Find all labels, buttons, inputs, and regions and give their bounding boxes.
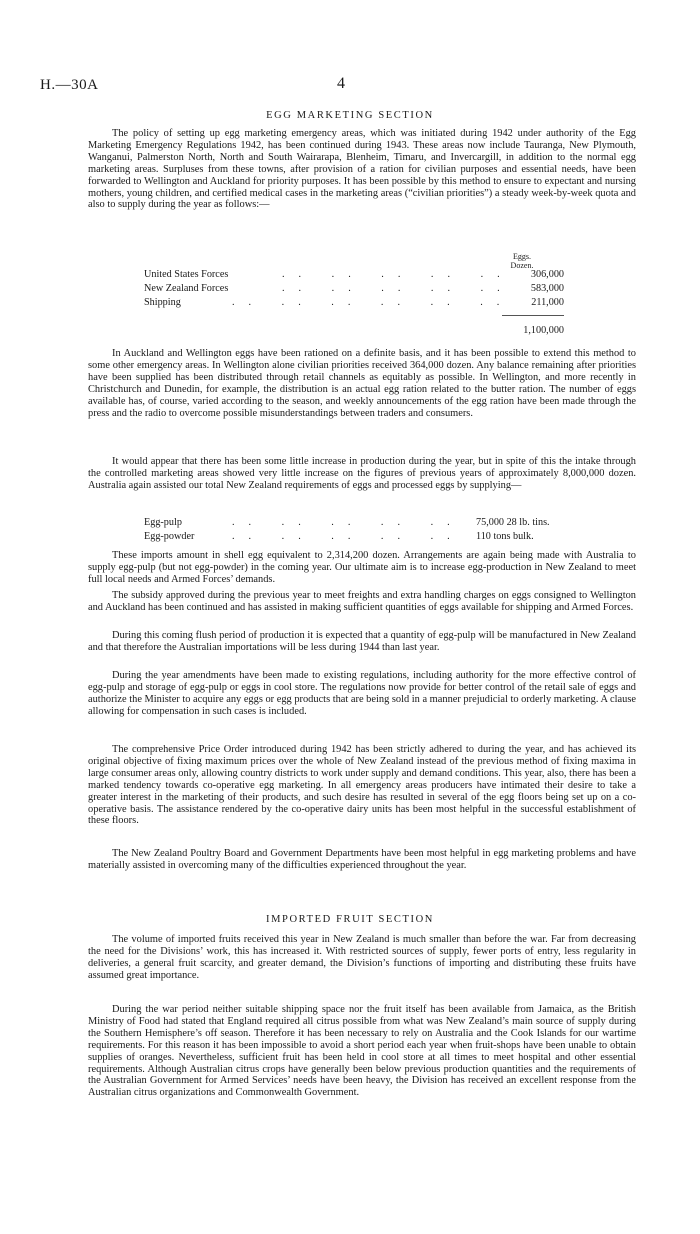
egg-paragraph-5-text: The subsidy approved during the previous year to meet freights and extra handling charges on eggs consigned to Wellington and Auckland has been continued and has assisted in making sufficient quantities of eggs available for shipping and Armed Forces. — [88, 590, 636, 613]
import-row-value: 75,000 28 lb. tins. — [476, 517, 550, 528]
egg-paragraph-4 — [88, 550, 636, 586]
supply-total-value: 1,100,000 — [523, 325, 564, 336]
supply-row-value: 211,000 — [531, 297, 564, 308]
import-row-label: Egg-powder — [144, 531, 195, 542]
leader-dots: .. .. .. .. .. — [282, 283, 514, 294]
leader-dots: .. .. .. .. .. .. — [232, 297, 514, 308]
egg-paragraph-9-text: The New Zealand Poultry Board and Government Departments have been most helpful in egg marketing problems and have materially assisted in overcoming many of the difficulties experienced throughout the year. — [88, 848, 636, 871]
supply-row-value: 583,000 — [530, 283, 564, 294]
leader-dots: .. .. .. .. .. — [282, 269, 514, 280]
egg-paragraph-5 — [88, 590, 636, 614]
import-row-value: 110 tons bulk. — [476, 531, 534, 542]
egg-paragraph-6-text: During this coming flush period of production it is expected that a quantity of egg-pulp will be manufactured in New Zealand and that therefore the Australian importations will be less during 1944 than last year. — [88, 630, 636, 653]
egg-paragraph-3-text: It would appear that there has been some little increase in production during the year, but in spite of this the intake through the controlled marketing areas showed very little increase on the figures of previous years of approximately 8,000,000 dozen. Australia again assisted our total New Zealand requirements of eggs and processed eggs by supplying— — [88, 456, 636, 491]
leader-dots: .. .. .. .. .. — [232, 531, 464, 542]
fruit-paragraph-1-text: The volume of imported fruits received this year in New Zealand is much smaller than before the war. Far from decreasing the need for the Divisions’ work, this has increased it. With restricted sources of supply, fewer ports of entry, less regularity in deliveries, a general fruit scarcity, and greater demand, the Division’s functions of importing and distributing these fruits have assumed great importance. — [88, 934, 636, 981]
report-reference: H.—30A — [40, 77, 99, 93]
egg-paragraph-8 — [88, 744, 636, 827]
egg-paragraph-7 — [88, 670, 636, 718]
import-table — [144, 516, 584, 546]
egg-section-title: EGG MARKETING SECTION — [266, 110, 434, 121]
egg-paragraph-3 — [88, 456, 636, 492]
import-row-label: Egg-pulp — [144, 517, 182, 528]
egg-paragraph-1-text: The policy of setting up egg marketing emergency areas, which was initiated during 1942 under authority of the Egg Marketing Emergency Regulations 1942, has been continued during 1943. These areas now include Tauranga, New Plymouth, Wanganui, Palmerston North, North and South Wairarapa, Blenheim, Timaru, and Invercargill, in addition to the normal egg marketing areas. Surpluses from these towns, after provision of a ration for civilian purposes and essential needs, have been forwarded to Wellington and Auckland for priority purposes. It has been possible by this method to ensure to expectant and nursing mothers, young children, and certified medical cases in the marketing areas (“civilian priorities”) a steady week-by-week quota and also to supply during the year as follows:— — [88, 128, 636, 211]
egg-paragraph-1 — [88, 128, 636, 211]
egg-paragraph-2-text: In Auckland and Wellington eggs have been rationed on a definite basis, and it has been possible to extend this method to some other emergency areas. In Wellington alone civilian priorities received 364,000 dozen. Any balance remaining after priorities have been supplied has been distributed through retail channels as equitably as possible. In Wellington, and more recently in Christchurch and Dunedin, for example, the distribution is an actual egg ration related to the butter ration. The number of eggs available has, of course, varied according to the season, and weekly announcements of the egg ration have been made through the press and the radio to overcome possible misunderstandings between traders and consumers. — [88, 348, 636, 419]
egg-paragraph-2 — [88, 348, 636, 419]
fruit-paragraph-1 — [88, 934, 636, 982]
page-number: 4 — [337, 75, 345, 92]
supply-row-label: United States Forces — [144, 269, 229, 280]
supply-table — [144, 252, 574, 348]
egg-paragraph-7-text: During the year amendments have been made to existing regulations, including authority for the more effective control of egg-pulp and storage of egg-pulp or eggs in cool store. The regulations now provide for better control of the retail sale of eggs and authorize the Minister to acquire any eggs or egg products that are being sold in a manner prejudicial to orderly marketing. A clause allowing for compensation in such cases is included. — [88, 670, 636, 717]
fruit-paragraph-2 — [88, 1004, 636, 1099]
supply-header-dozen: Dozen. — [510, 261, 534, 270]
egg-paragraph-8-text: The comprehensive Price Order introduced during 1942 has been strictly adhered to during the year, and has achieved its original objective of fixing maximum prices over the whole of New Zealand instead of the previous method of fixing maxima in large consumer areas only, allowing country districts to work under supply and demand conditions. This year, also, there has been a marked tendency towards co-operative egg marketing. In all emergency areas producers have intimated their desire to take a greater interest in the marketing of their products, and such desire has resulted in several of the egg floors being set up on a co-operative basis. The assistance rendered by the co-operative dairy units has been most helpful in the successful establishment of these floors. — [88, 744, 636, 827]
total-rule — [502, 315, 564, 316]
supply-row-label: Shipping — [144, 297, 181, 308]
supply-header-eggs: Eggs. — [513, 252, 531, 261]
supply-row-label: New Zealand Forces — [144, 283, 229, 294]
fruit-paragraph-2-text: During the war period neither suitable shipping space nor the fruit itself has been available from Jamaica, as the British Ministry of Food had stated that England required all citrus possible from what was New Zealand’s main source of supply during the Southern Hemisphere’s off season. Therefore it has been necessary to rely on Australia and the Cook Islands for our wartime requirements. For this reason it has been impossible to avoid a short period each year when fruit-shops have been unable to obtain supplies of oranges. Nevertheless, sufficient fruit has been held in cool store at all times to meet hospital and other essential requirements. Although Australian citrus crops have generally been below previous production quantities and the requirements of the Australian Government for Armed Services’ needs have been heavy, the Division has received an excellent response from the Australian citrus organizations and Commonwealth Government. — [88, 1004, 636, 1099]
egg-paragraph-6 — [88, 630, 636, 654]
egg-paragraph-4-text: These imports amount in shell egg equivalent to 2,314,200 dozen. Arrangements are again being made with Australia to supply egg-pulp (but not egg-powder) in the coming year. Our ultimate aim is to increase egg-production in New Zealand to meet full local needs and Armed Forces’ demands. — [88, 550, 636, 585]
supply-row-value: 306,000 — [530, 269, 564, 280]
leader-dots: .. .. .. .. .. — [232, 517, 464, 528]
fruit-section-title: IMPORTED FRUIT SECTION — [266, 914, 434, 925]
egg-paragraph-9 — [88, 848, 636, 872]
